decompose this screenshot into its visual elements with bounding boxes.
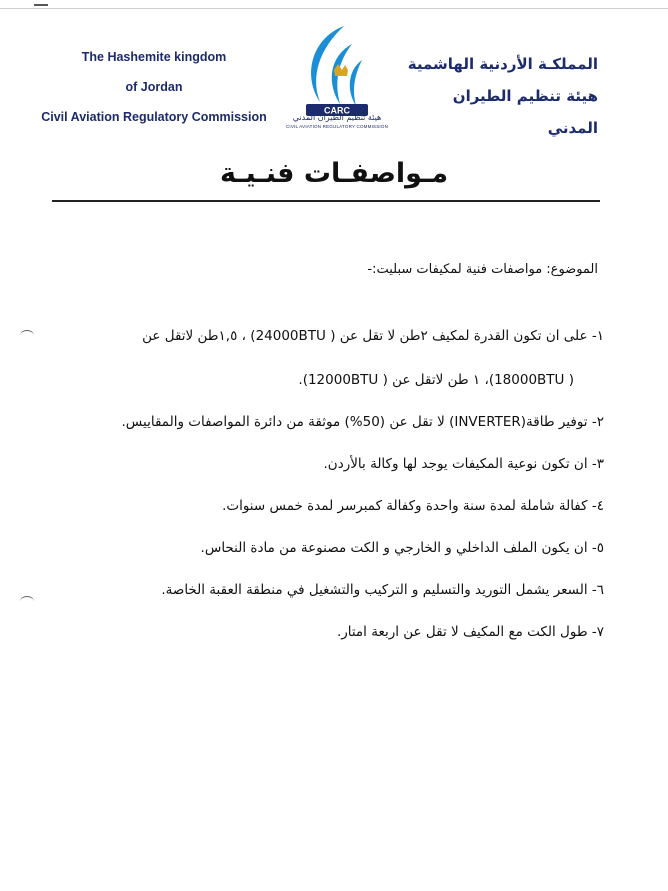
logo-sub-english: CIVIL AVIATION REGULATORY COMMISSION: [285, 124, 389, 129]
spec-item-text: ٧- طول الكت مع المكيف لا تقل عن اربعة امتار.: [336, 624, 604, 640]
spec-item-text: ١- على ان تكون القدرة لمكيف ٢طن لا تقل عن ( 24000BTU) ، ١,٥طن لاتقل عن: [142, 328, 604, 344]
spec-item-7: [44, 621, 604, 643]
spec-item-text: ٣- ان تكون نوعية المكيفات يوجد لها وكالة بالأردن.: [323, 456, 604, 472]
page-top-edge: [0, 8, 668, 9]
spec-item-text: ٢- توفير طاقة(INVERTER) لا تقل عن (50%) موثقة من دائرة المواصفات والمقاييس.: [121, 414, 604, 430]
spec-item-text: ٤- كفالة شاملة لمدة سنة واحدة وكفالة كمبرسر لمدة خمس سنوات.: [222, 498, 604, 514]
subject-line: الموضوع: مواصفات فنية لمكيفات سبليت:-: [367, 262, 598, 277]
spec-item-5: [44, 537, 604, 559]
spec-item-3: [44, 453, 604, 475]
document-title: مـواصفـات فنـيـة: [219, 158, 449, 189]
spec-list: [44, 325, 604, 663]
english-header-line-1: The Hashemite kingdom: [81, 50, 227, 64]
punch-hole-mark: [20, 596, 34, 607]
spec-item-6: [44, 579, 604, 601]
spec-item-text: ٦- السعر يشمل التوريد والتسليم و التركيب والتشغيل في منطقة العقبة الخاصة.: [161, 582, 604, 598]
spec-item-4: [44, 495, 604, 517]
english-header: [32, 42, 276, 132]
spec-item-continuation: ( 18000BTU)، ١ طن لاتقل عن ( 12000BTU).: [298, 372, 574, 388]
scan-mark: [34, 4, 48, 6]
title-underline: [52, 200, 600, 202]
spec-item-text: ٥- ان يكون الملف الداخلي و الخارجي و الكت مصنوعة من مادة النحاس.: [200, 540, 604, 556]
logo-text: CARC: [324, 105, 350, 116]
arabic-header-line-2: هيئة تنظيم الطيران المدني: [452, 87, 598, 137]
arabic-header: [398, 48, 598, 144]
english-header-line-3: Civil Aviation Regulatory Commission: [41, 110, 267, 124]
punch-hole-mark: [20, 330, 34, 341]
spec-item-2: [44, 411, 604, 433]
arabic-header-line-1: المملكـة الأردنية الهاشمية: [407, 55, 598, 73]
spec-item-1: [44, 325, 604, 391]
logo-sub-arabic: هيئة تنظيم الطيران المدني: [292, 113, 382, 122]
english-header-line-2: of Jordan: [125, 80, 183, 94]
